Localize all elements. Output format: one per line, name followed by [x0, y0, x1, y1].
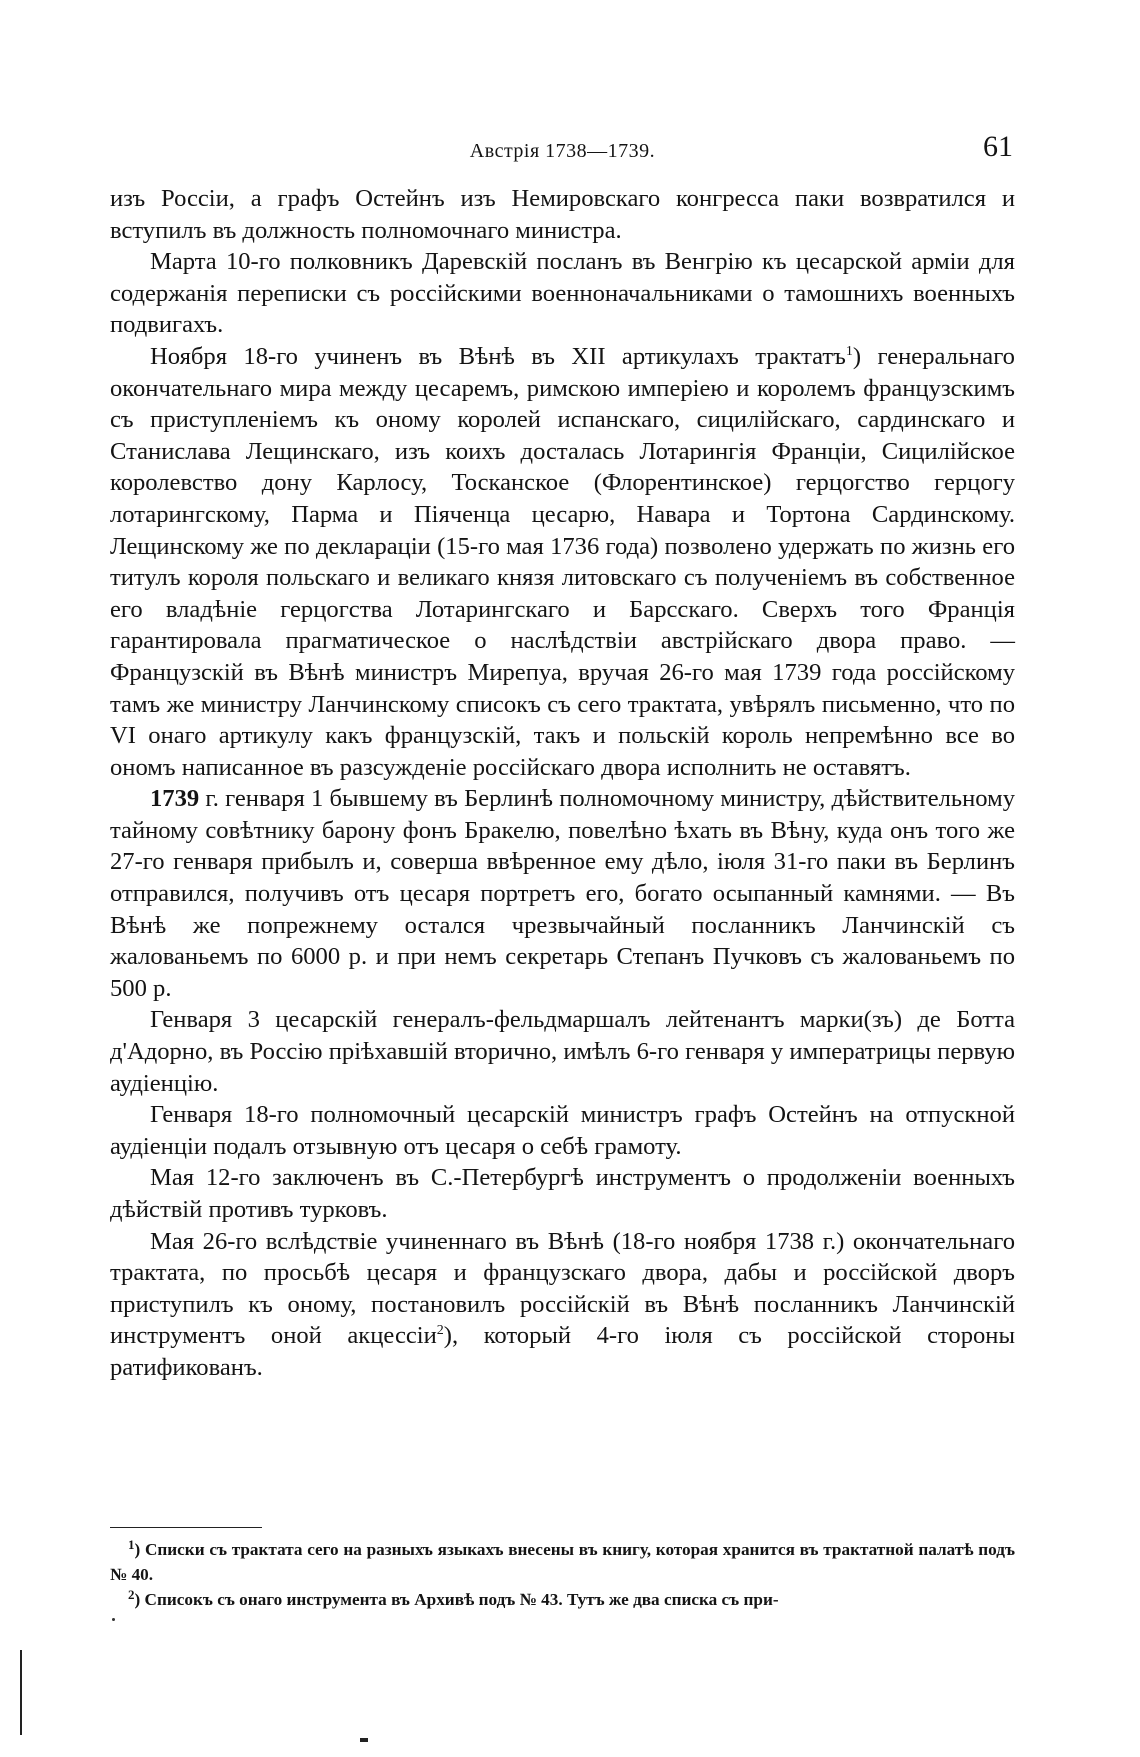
paragraph-3	[110, 341, 1015, 783]
running-title: Австрія 1738—1739.	[469, 140, 656, 162]
footnote-1-text: Списки съ трактата сего на разныхъ языкахъ внесены въ книгу, которая хранится въ трактатной палатѣ подъ № 40.	[110, 1540, 1015, 1584]
print-speck-bottom	[360, 1738, 368, 1742]
paragraph-4	[110, 783, 1015, 1004]
footnotes	[110, 1537, 1015, 1612]
footnote-1: $^1$) Списки съ трактата сего на разныхъ языкахъ внесены въ книгу, которая хранится въ трактатной палатѣ подъ № 40.	[110, 1537, 1015, 1584]
paragraph-3-start: Ноября 18-го учиненъ въ Вѣнѣ въ XII артикулахъ трактатъ	[150, 342, 846, 370]
page-header	[110, 130, 1015, 170]
paragraph-1: изъ Россіи, а графъ Остейнъ изъ Немировскаго конгресса паки возвратился и вступилъ въ должность полномочнаго министра.	[110, 185, 1015, 244]
paragraph-8-end: ), который 4-го іюля съ россійской стороны ратификованъ.	[110, 1322, 1015, 1381]
footnote-1-mark: 1	[128, 1537, 135, 1552]
footnote-ref-1: 1	[845, 343, 853, 359]
paragraph-8-start: Мая 26-го вслѣдствіе учиненнаго въ Вѣнѣ (18-го ноября 1738 г.) окончательнаго трактата, по просьбѣ цесаря и французскаго двора, дабы и россійской дворъ приступилъ къ оному, постановилъ россійскій въ Вѣнѣ посланникъ Ланчинскій инструментъ оной акцессіи	[110, 1227, 1015, 1350]
binding-edge-line	[20, 1650, 22, 1735]
print-speck	[112, 1618, 115, 1621]
footnote-2-mark: 2	[128, 1587, 135, 1602]
paragraph-7: Мая 12-го заключенъ въ С.-Петербургѣ инструментъ о продолженіи военныхъ дѣйствій противъ турковъ.	[110, 1164, 1015, 1223]
paragraph-6: Генваря 18-го полномочный цесарскій министръ графъ Остейнъ на отпускной аудіенціи подалъ отзывную отъ цесаря о себѣ грамоту.	[110, 1101, 1015, 1160]
year-heading: 1739	[150, 785, 200, 813]
paragraph-3-rest: ) генеральнаго окончательнаго мира между цесаремъ, римскою имперіею и королемъ французскимъ съ приступленіемъ къ оному королей испанскаго, сицилійскаго, сардинскаго и Станислава Лещинскаго, изъ коихъ досталась Лотарингія Франціи, Сицилійское королевство дону Карлосу, Тосканское (Флорентинское) герцогство герцогу лотарингскому, Парма и Піяченца цесарю, Навара и Тортона Сардинскому. Лещинскому же по деклараціи (15-го мая 1736 года) позволено удержать по жизнь его титулъ короля польскаго и великаго князя литовскаго съ полученіемъ въ собственное его владѣніе герцогства Лотарингскаго и Барсскаго. Сверхъ того Франція гарантировала прагматическое о наслѣдствіи австрійскаго двора право. — Французскій въ Вѣнѣ министръ Мирепуа, вручая 26-го мая 1739 года россійскому тамъ же министру Ланчинскому списокъ съ сего трактата, увѣрялъ письменно, что по VI онаго артикулу какъ французскій, такъ и польскій король непремѣнно все во ономъ написанное въ разсужденіе россійскаго двора исполнить не оставятъ.	[110, 342, 1015, 781]
main-text	[110, 183, 1015, 1384]
footnote-2-text: Списокъ съ онаго инструмента въ Архивѣ подъ № 43. Тутъ же два списка съ при-	[144, 1590, 779, 1609]
paragraph-8	[110, 1226, 1015, 1384]
footnote-ref-2: 2	[436, 1323, 444, 1339]
paragraph-5: Генваря 3 цесарскій генералъ-фельдмаршалъ лейтенантъ марки(зъ) де Ботта д'Адорно, въ Россію пріѣхавшій вторично, имѣлъ 6-го генваря у императрицы первую аудіенцію.	[110, 1006, 1015, 1097]
page-number: 61	[983, 130, 1013, 163]
footnote-separator	[110, 1527, 262, 1528]
footnote-2: $^2$) Списокъ съ онаго инструмента въ Архивѣ подъ № 43. Тутъ же два списка съ при-	[128, 1587, 779, 1609]
paragraph-4-text: г. генваря 1 бывшему въ Берлинѣ полномочному министру, дѣйствительному тайному совѣтнику барону фонъ Бракелю, повелѣно ѣхать въ Вѣну, куда онъ того же 27-го генваря прибылъ и, соверша ввѣренное ему дѣло, іюля 31-го паки въ Берлинъ отправился, получивъ отъ цесаря портретъ его, богато осыпанный камнями. — Въ Вѣнѣ же попрежнему остался чрезвычайный посланникъ Ланчинскій съ жалованьемъ по 6000 р. и при немъ секретарь Степанъ Пучковъ съ жалованьемъ по 500 р.	[110, 785, 1015, 1002]
paragraph-2: Марта 10-го полковникъ Даревскій посланъ въ Венгрію къ цесарской арміи для содержанія переписки съ россійскими военноначальниками о тамошнихъ военныхъ подвигахъ.	[110, 248, 1015, 339]
